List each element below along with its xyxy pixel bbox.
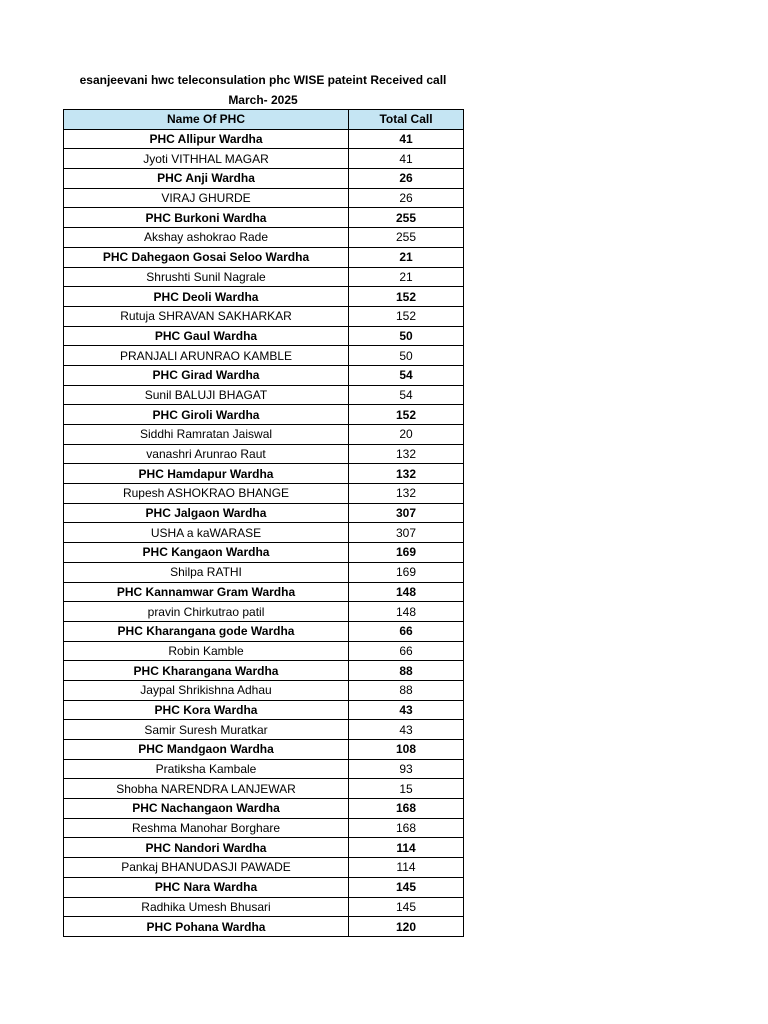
table-row-phc	[64, 543, 464, 563]
cell-total-call: 152	[349, 405, 464, 425]
cell-total-call: 88	[349, 680, 464, 700]
cell-total-call: 21	[349, 267, 464, 287]
cell-total-call: 43	[349, 720, 464, 740]
cell-name: Sunil BALUJI BHAGAT	[64, 385, 349, 405]
table-row-staff	[64, 306, 464, 326]
cell-name: PHC Gaul Wardha	[64, 326, 349, 346]
cell-name: PHC Kharangana Wardha	[64, 661, 349, 681]
cell-total-call: 66	[349, 621, 464, 641]
cell-total-call: 66	[349, 641, 464, 661]
cell-name: Akshay ashokrao Rade	[64, 228, 349, 248]
table-row-staff	[64, 602, 464, 622]
table-row-staff	[64, 346, 464, 366]
table-row-phc	[64, 661, 464, 681]
cell-total-call: 152	[349, 306, 464, 326]
table-row-phc	[64, 700, 464, 720]
cell-name: PHC Allipur Wardha	[64, 129, 349, 149]
cell-name: PHC Kannamwar Gram Wardha	[64, 582, 349, 602]
cell-total-call: 255	[349, 208, 464, 228]
cell-total-call: 132	[349, 464, 464, 484]
cell-name: PHC Anji Wardha	[64, 169, 349, 189]
table-row-staff	[64, 267, 464, 287]
table-row-phc	[64, 247, 464, 267]
cell-total-call: 41	[349, 149, 464, 169]
cell-name: PHC Nachangaon Wardha	[64, 799, 349, 819]
cell-name: Rupesh ASHOKRAO BHANGE	[64, 484, 349, 504]
cell-total-call: 145	[349, 877, 464, 897]
cell-name: USHA a kaWARASE	[64, 523, 349, 543]
cell-name: Rutuja SHRAVAN SAKHARKAR	[64, 306, 349, 326]
cell-total-call: 114	[349, 858, 464, 878]
cell-total-call: 169	[349, 562, 464, 582]
cell-total-call: 255	[349, 228, 464, 248]
cell-total-call: 88	[349, 661, 464, 681]
table-row-staff	[64, 149, 464, 169]
column-header-total-call: Total Call	[349, 110, 464, 130]
cell-name: Jyoti VITHHAL MAGAR	[64, 149, 349, 169]
cell-name: PHC Mandgaon Wardha	[64, 740, 349, 760]
cell-total-call: 132	[349, 484, 464, 504]
table-row-staff	[64, 641, 464, 661]
table-row-staff	[64, 720, 464, 740]
cell-total-call: 169	[349, 543, 464, 563]
cell-total-call: 132	[349, 444, 464, 464]
cell-name: Siddhi Ramratan Jaiswal	[64, 425, 349, 445]
cell-name: pravin Chirkutrao patil	[64, 602, 349, 622]
cell-total-call: 15	[349, 779, 464, 799]
table-row-staff	[64, 562, 464, 582]
cell-name: PHC Giroli Wardha	[64, 405, 349, 425]
table-row-staff	[64, 444, 464, 464]
table-row-staff	[64, 484, 464, 504]
cell-total-call: 50	[349, 346, 464, 366]
cell-name: Pratiksha Kambale	[64, 759, 349, 779]
table-row-staff	[64, 228, 464, 248]
cell-total-call: 21	[349, 247, 464, 267]
cell-total-call: 50	[349, 326, 464, 346]
table-row-staff	[64, 680, 464, 700]
table-row-phc	[64, 877, 464, 897]
cell-name: Pankaj BHANUDASJI PAWADE	[64, 858, 349, 878]
table-row-phc	[64, 464, 464, 484]
cell-name: Robin Kamble	[64, 641, 349, 661]
table-row-phc	[64, 740, 464, 760]
column-header-name: Name Of PHC	[64, 110, 349, 130]
cell-total-call: 148	[349, 602, 464, 622]
cell-name: Shilpa RATHI	[64, 562, 349, 582]
cell-total-call: 120	[349, 917, 464, 937]
cell-total-call: 168	[349, 799, 464, 819]
cell-total-call: 145	[349, 897, 464, 917]
table-row-phc	[64, 917, 464, 937]
phc-call-table	[63, 109, 464, 937]
table-row-staff	[64, 897, 464, 917]
cell-total-call: 43	[349, 700, 464, 720]
document-subtitle-month: March- 2025	[228, 93, 298, 107]
cell-total-call: 307	[349, 503, 464, 523]
table-row-phc	[64, 208, 464, 228]
table-row-phc	[64, 129, 464, 149]
cell-name: PHC Pohana Wardha	[64, 917, 349, 937]
cell-name: PHC Deoli Wardha	[64, 287, 349, 307]
cell-name: PHC Dahegaon Gosai Seloo Wardha	[64, 247, 349, 267]
cell-name: PHC Nara Wardha	[64, 877, 349, 897]
cell-name: Radhika Umesh Bhusari	[64, 897, 349, 917]
table-row-phc	[64, 582, 464, 602]
cell-name: Jaypal Shrikishna Adhau	[64, 680, 349, 700]
cell-total-call: 168	[349, 818, 464, 838]
cell-name: PRANJALI ARUNRAO KAMBLE	[64, 346, 349, 366]
cell-total-call: 148	[349, 582, 464, 602]
table-row-phc	[64, 621, 464, 641]
cell-total-call: 114	[349, 838, 464, 858]
cell-total-call: 54	[349, 365, 464, 385]
cell-total-call: 26	[349, 169, 464, 189]
cell-total-call: 41	[349, 129, 464, 149]
cell-name: PHC Jalgaon Wardha	[64, 503, 349, 523]
table-row-staff	[64, 425, 464, 445]
cell-total-call: 54	[349, 385, 464, 405]
table-row-phc	[64, 799, 464, 819]
cell-name: Shrushti Sunil Nagrale	[64, 267, 349, 287]
cell-name: Reshma Manohar Borghare	[64, 818, 349, 838]
cell-name: PHC Kangaon Wardha	[64, 543, 349, 563]
table-row-staff	[64, 759, 464, 779]
table-row-staff	[64, 385, 464, 405]
cell-total-call: 152	[349, 287, 464, 307]
table-row-phc	[64, 365, 464, 385]
document-title: esanjeevani hwc teleconsulation phc WISE pateint Received call	[79, 73, 447, 87]
table-row-phc	[64, 838, 464, 858]
table-row-phc	[64, 503, 464, 523]
table-row-phc	[64, 169, 464, 189]
cell-name: vanashri Arunrao Raut	[64, 444, 349, 464]
cell-name: PHC Nandori Wardha	[64, 838, 349, 858]
table-header-row	[64, 110, 464, 130]
cell-name: PHC Hamdapur Wardha	[64, 464, 349, 484]
table-row-staff	[64, 858, 464, 878]
cell-name: PHC Kora Wardha	[64, 700, 349, 720]
cell-total-call: 93	[349, 759, 464, 779]
table-row-staff	[64, 779, 464, 799]
cell-total-call: 108	[349, 740, 464, 760]
cell-total-call: 20	[349, 425, 464, 445]
cell-name: VIRAJ GHURDE	[64, 188, 349, 208]
cell-name: Shobha NARENDRA LANJEWAR	[64, 779, 349, 799]
table-row-phc	[64, 405, 464, 425]
cell-total-call: 26	[349, 188, 464, 208]
table-row-phc	[64, 287, 464, 307]
table-row-staff	[64, 523, 464, 543]
table-row-phc	[64, 326, 464, 346]
table-body	[64, 129, 464, 936]
cell-name: PHC Kharangana gode Wardha	[64, 621, 349, 641]
table-row-staff	[64, 188, 464, 208]
cell-name: Samir Suresh Muratkar	[64, 720, 349, 740]
cell-name: PHC Burkoni Wardha	[64, 208, 349, 228]
table-row-staff	[64, 818, 464, 838]
cell-total-call: 307	[349, 523, 464, 543]
cell-name: PHC Girad Wardha	[64, 365, 349, 385]
